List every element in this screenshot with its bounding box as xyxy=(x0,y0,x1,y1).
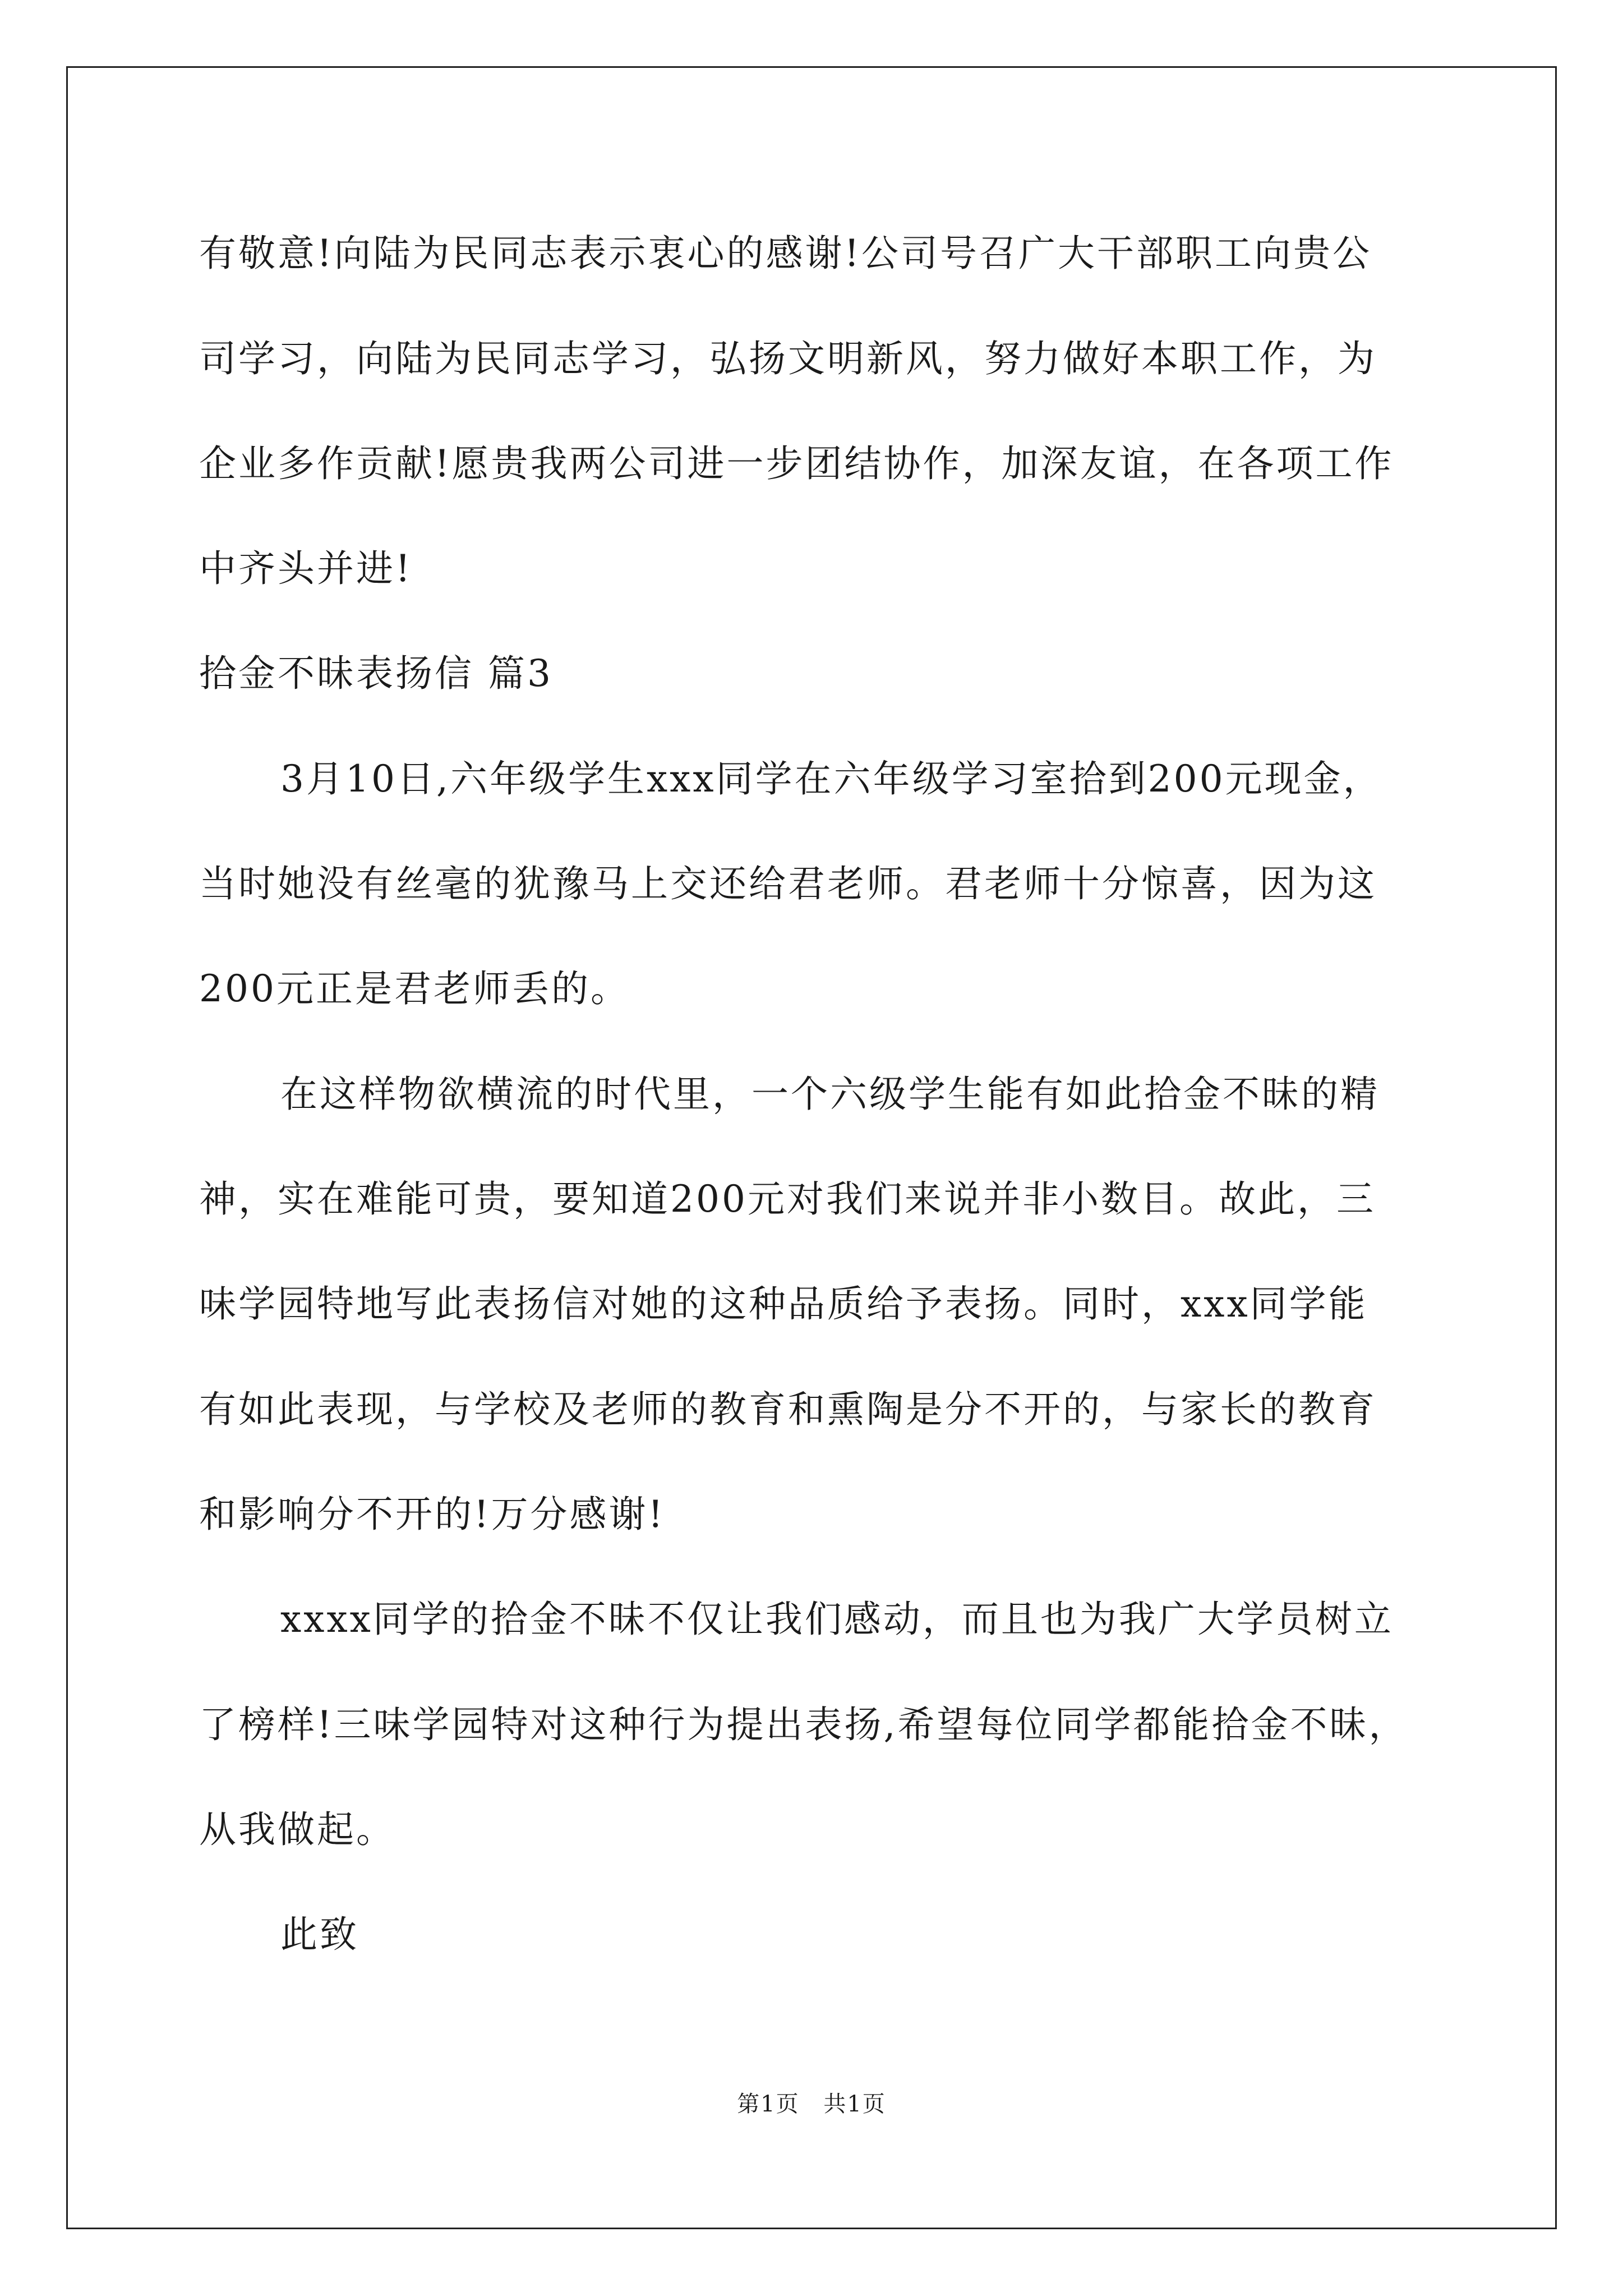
text-line: 当时她没有丝毫的犹豫马上交还给君老师。君老师十分惊喜，因为这 xyxy=(199,862,1377,905)
text-line: 神，实在难能可贵，要知道200元对我们来说并非小数目。故此，三 xyxy=(199,1177,1376,1221)
page-total: 共1页 xyxy=(823,2091,886,2117)
page-number: 第1页 xyxy=(737,2091,800,2117)
text-line: 从我做起。 xyxy=(199,1808,395,1851)
text-line: 200元正是君老师丢的。 xyxy=(199,967,630,1010)
text-line: 在这样物欲横流的时代里，一个六级学生能有如此拾金不昧的精 xyxy=(280,1073,1380,1116)
text-line: 有如此表现，与学校及老师的教育和熏陶是分不开的，与家长的教育 xyxy=(199,1388,1377,1431)
text-line: 和影响分不开的!万分感谢! xyxy=(199,1493,666,1536)
text-line: 有敬意!向陆为民同志表示衷心的感谢!公司号召广大干部职工向贵公 xyxy=(199,232,1372,275)
closing-line: 此致 xyxy=(280,1913,359,1956)
page-footer xyxy=(0,2090,1623,2118)
section-heading: 拾金不昧表扬信 篇3 xyxy=(199,652,553,695)
text-line: xxxx同学的拾金不昧不仅让我们感动，而且也为我广大学员树立 xyxy=(280,1598,1394,1641)
text-line: 中齐头并进! xyxy=(199,547,413,590)
text-line: 了榜样!三味学园特对这种行为提出表扬,希望每位同学都能拾金不昧， xyxy=(199,1703,1408,1746)
page-border xyxy=(66,66,1557,2229)
text-line: 3月10日,六年级学生xxx同学在六年级学习室拾到200元现金， xyxy=(280,757,1382,800)
text-line: 企业多作贡献!愿贵我两公司进一步团结协作，加深友谊，在各项工作 xyxy=(199,442,1394,485)
text-line: 味学园特地写此表扬信对她的这种品质给予表扬。同时，xxx同学能 xyxy=(199,1282,1368,1326)
text-line: 司学习，向陆为民同志学习，弘扬文明新风，努力做好本职工作，为 xyxy=(199,337,1377,380)
